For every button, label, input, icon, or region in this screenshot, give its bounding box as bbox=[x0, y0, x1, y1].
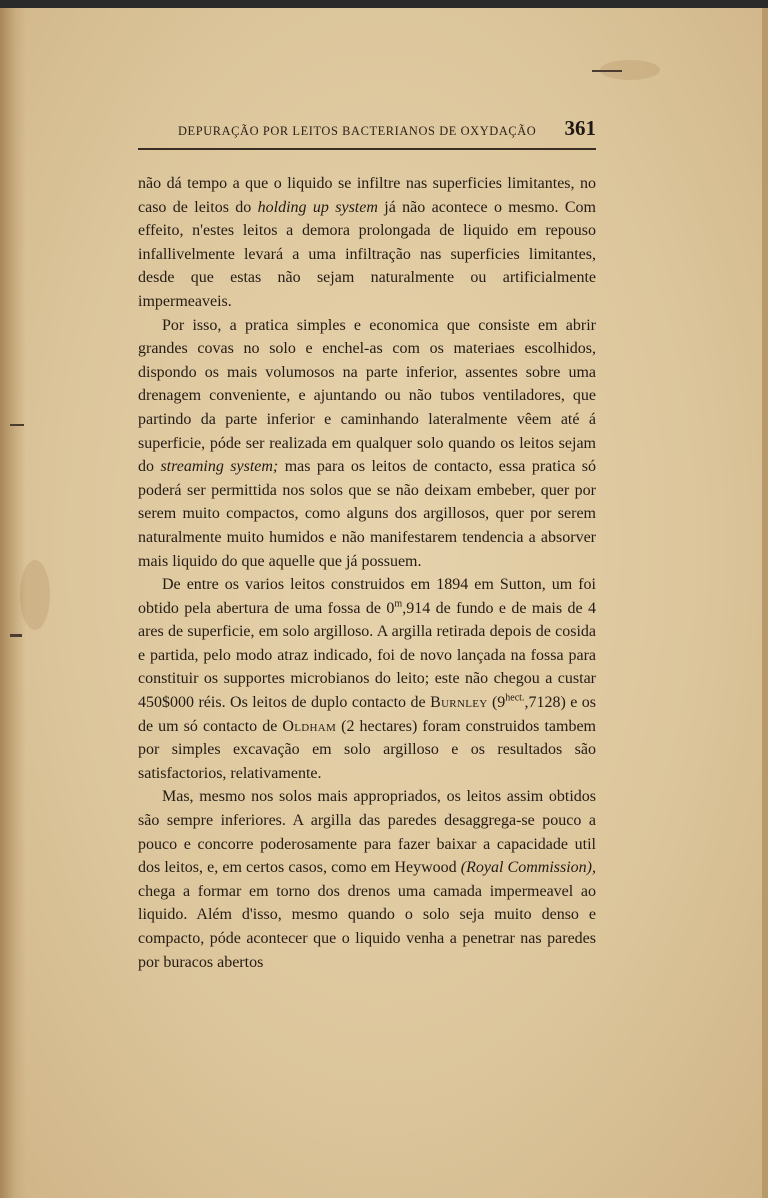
unit-superscript: m bbox=[394, 598, 403, 610]
scan-top-edge bbox=[0, 0, 768, 8]
italic-term: streaming system; bbox=[160, 458, 279, 476]
place-name: Oldham bbox=[282, 717, 337, 735]
paper-stain bbox=[20, 560, 50, 630]
running-title: DEPURAÇÃO POR LEITOS BACTERIANOS DE OXYDAÇÃO bbox=[178, 124, 537, 138]
ink-mark bbox=[10, 634, 22, 637]
place-name: Burnley bbox=[430, 694, 488, 712]
italic-term: holding up system bbox=[257, 198, 378, 216]
ink-mark bbox=[10, 424, 24, 426]
body-text bbox=[138, 172, 596, 974]
paragraph: não dá tempo a que o liquido se infiltre nas superficies limitantes, no caso de leitos do holding up system já não acontece o mesmo. Com effeito, n'estes leitos a demora prolongada de liquido em repouso infallivelmente levará a uma infiltração nas superficies limitantes, desde que estas não sejam naturalmente ou artificialmente impermeaveis. bbox=[138, 175, 596, 310]
paragraph: De entre os varios leitos construidos em 1894 em Sutton, um foi obtido pela abertura de uma fossa de 0$^m$,914 de fundo e de mais de 4 ares de superficie, em solo argilloso. A argilla retirada depois de cosida e partida, pelo modo atraz indicado, foi de novo lançada na fossa para constituir os supportes microbianos do leito; este não chegou a custar 450$000 réis. Os leitos de duplo contacto de Burnley $(9^{hect.},7128)$ e os de um só contacto de Oldham (2 hectares) foram construidos tambem por simples excavação em solo argilloso e os resultados são satisfactorios, relativamente. bbox=[138, 576, 597, 782]
paragraph: Por isso, a pratica simples e economica que consiste em abrir grandes covas no solo e enchel-as com os materiaes escolhidos, dispondo os mais volumosos na parte inferior, assentes sobre uma drenagem conveniente, e ajuntando ou não tubos ventiladores, que partindo da parte inferior e caminhando lateralmente vêem até á superficie, póde ser realizada em qualquer solo quando os leitos sejam do streaming system; mas para os leitos de contacto, essa pratica só poderá ser permittida nos solos que se não deixam embeber, quer por serem muito compactos, como alguns dos argillosos, quer por serem naturalmente muito humidos e não manifestarem tendencia a absorver mais liquido do que aquelle que já possuem. bbox=[138, 316, 597, 570]
paragraph: Mas, mesmo nos solos mais appropriados, os leitos assim obtidos são sempre inferiores. A argilla das paredes desaggrega-se pouco a pouco e concorre poderosamente para fazer baixar a capacidade util dos leitos, e, em certos casos, como em Heywood (Royal Commission), chega a formar em torno dos drenos uma camada impermeavel ao liquido. Além d'isso, mesmo quando o solo seja muito denso e compacto, póde acontecer que o liquido venha a penetrar nas paredes por buracos abertos bbox=[138, 788, 597, 971]
page-number: 361 bbox=[564, 116, 596, 140]
ink-mark bbox=[592, 70, 622, 72]
running-header bbox=[138, 114, 596, 150]
unit-superscript: hect. bbox=[505, 692, 525, 704]
italic-term: (Royal Commission), bbox=[460, 859, 597, 877]
